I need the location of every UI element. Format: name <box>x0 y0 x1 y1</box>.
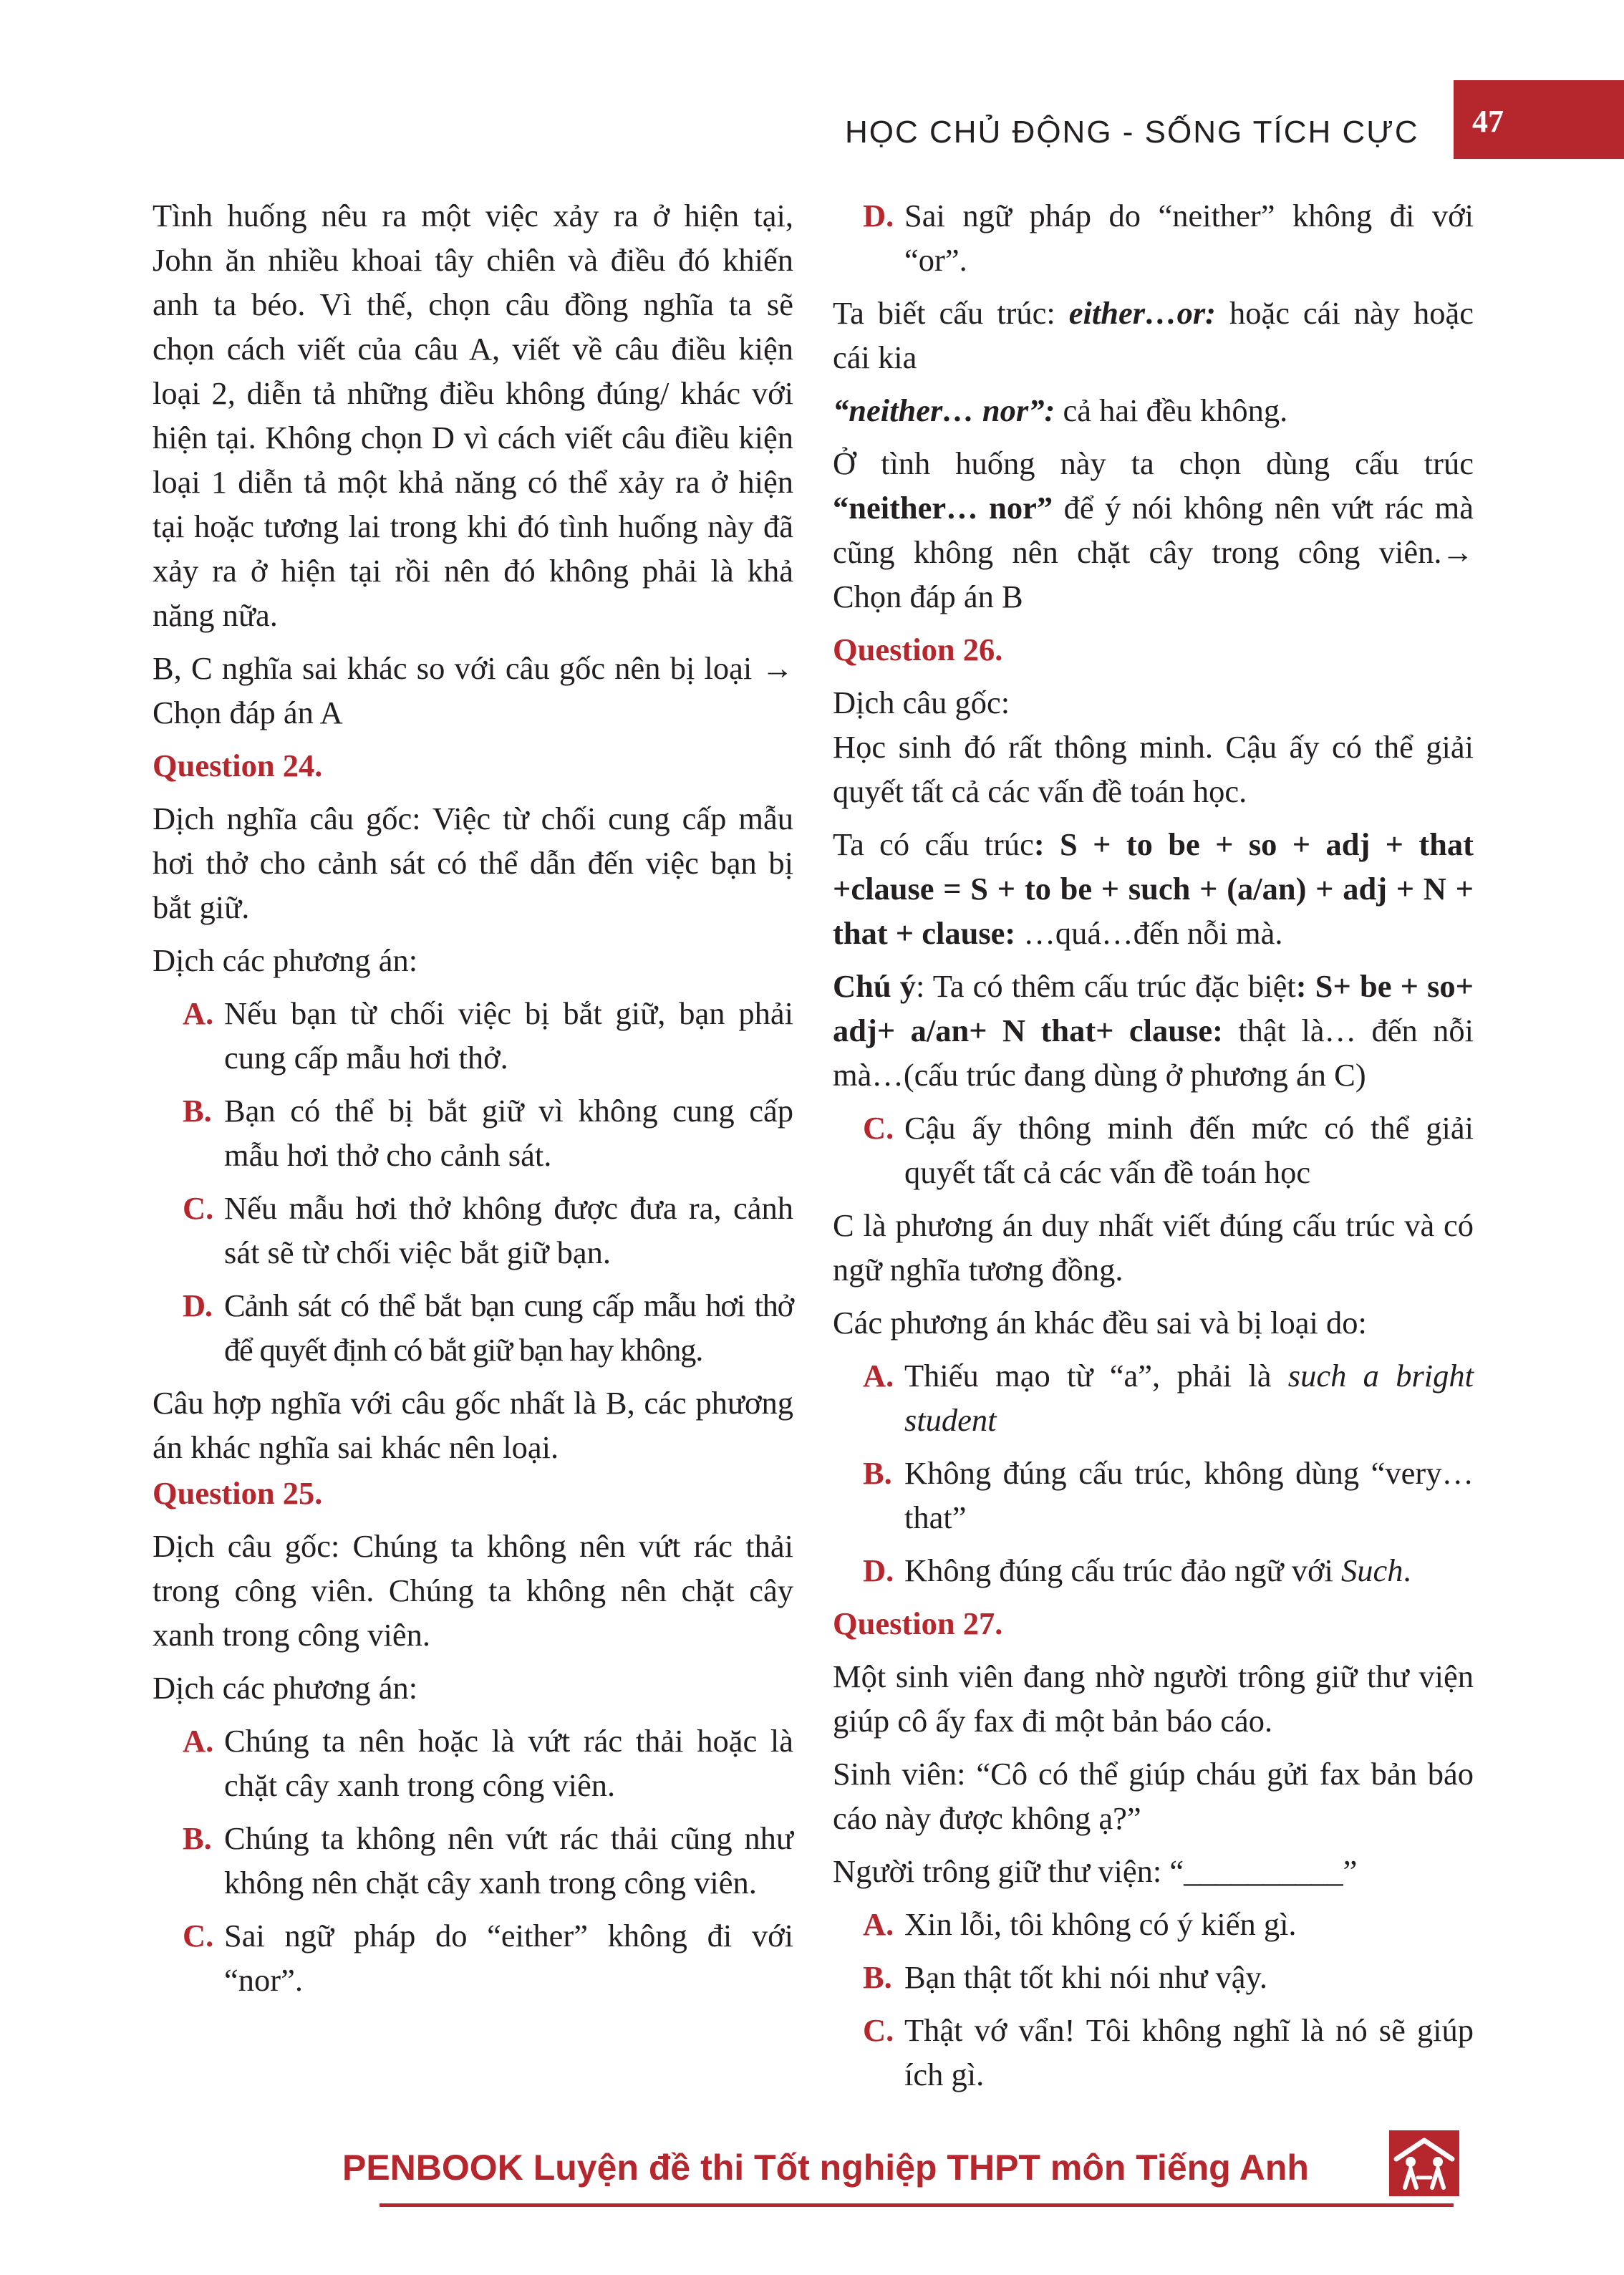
neither-nor-explanation <box>833 388 1474 433</box>
option-italic: Such <box>1340 1552 1403 1588</box>
option-text: Sai ngữ pháp do “either” không đi với “nor”. <box>224 1918 793 1998</box>
q25-option-c <box>153 1913 793 2002</box>
q23-conclusion: B, C nghĩa sai khác so với câu gốc nên bị loại → Chọn đáp án A <box>153 650 793 730</box>
option-letter: A. <box>183 1723 214 1759</box>
option-letter: B. <box>863 1455 892 1491</box>
neither-def: cả hai đều không. <box>1055 392 1288 428</box>
q27-option-c <box>833 2008 1474 2097</box>
q27-librarian-line: Người trông giữ thư viện: “__________” <box>833 1853 1358 1889</box>
option-text: Cậu ấy thông minh đến mức có thể giải quyết tất cả các vấn đề toán học <box>904 1110 1474 1190</box>
q27-student-line: Sinh viên: “Cô có thể giúp cháu gửi fax bản báo cáo này được không ạ?” <box>833 1756 1474 1836</box>
choice-post: để ý nói không nên vứt rác mà cũng không nên chặt cây trong công viên.→ Chọn đáp án B <box>833 490 1474 614</box>
note-post: thật là… đến nỗi mà…(cấu trúc đang dùng ở phương án C) <box>833 1013 1474 1093</box>
q26-other-d <box>833 1548 1474 1593</box>
option-letter: B. <box>183 1093 212 1129</box>
option-text: Chúng ta nên hoặc là vứt rác thải hoặc là chặt cây xanh trong công viên. <box>224 1723 793 1803</box>
q26-original: Học sinh đó rất thông minh. Cậu ấy có thể giải quyết tất cả các vấn đề toán học. <box>833 729 1474 809</box>
q25-option-d <box>833 193 1474 282</box>
option-text: Bạn thật tốt khi nói như vậy. <box>904 1959 1267 1995</box>
either-pre: Ta biết cấu trúc: <box>833 295 1069 331</box>
q25-option-b <box>153 1816 793 1905</box>
option-letter: D. <box>183 1288 212 1323</box>
footer-title: PENBOOK Luyện đề thi Tốt nghiệp THPT môn Tiếng Anh <box>342 2148 1309 2188</box>
option-letter: B. <box>863 1959 892 1995</box>
option-letter: C. <box>183 1190 214 1226</box>
q24-option-b <box>153 1088 793 1177</box>
choice-term: “neither… nor” <box>833 490 1053 526</box>
penbook-logo-icon <box>1389 2130 1459 2196</box>
option-letter: C. <box>863 1110 894 1146</box>
option-italic: such a bright student <box>904 1358 1474 1438</box>
left-column <box>153 193 793 2011</box>
choice-pre: Ở tình huống này ta chọn dùng cấu trúc <box>833 445 1474 481</box>
q27-option-a <box>833 1902 1474 1946</box>
option-letter: A. <box>863 1358 894 1394</box>
question-27-heading: Question 27. <box>833 1605 1003 1641</box>
option-letter: D. <box>863 198 894 233</box>
either-term: either…or: <box>1068 295 1216 331</box>
structure-pre: Ta có cấu trúc <box>833 826 1034 862</box>
question-24-heading: Question 24. <box>153 748 323 783</box>
right-column <box>833 193 1474 2105</box>
option-letter: C. <box>863 2012 894 2048</box>
running-header: HỌC CHỦ ĐỘNG - SỐNG TÍCH CỰC <box>845 115 1419 150</box>
q24-conclusion: Câu hợp nghĩa với câu gốc nhất là B, các phương án khác nghĩa sai khác nên loại. <box>153 1385 793 1465</box>
option-letter: C. <box>183 1918 214 1953</box>
either-def: hoặc cái này hoặc cái kia <box>833 295 1474 375</box>
question-26-heading: Question 26. <box>833 632 1003 667</box>
q27-situation: Một sinh viên đang nhờ người trông giữ thư viện giúp cô ấy fax đi một bản báo cáo. <box>833 1658 1474 1739</box>
q26-note <box>833 964 1474 1097</box>
note-formula: : S+ be + so+ adj+ a/an+ N that+ clause: <box>833 968 1474 1048</box>
option-text: Nếu bạn từ chối việc bị bắt giữ, bạn phải cung cấp mẫu hơi thở. <box>224 995 793 1076</box>
option-text: Thật vớ vẩn! Tôi không nghĩ là nó sẽ giúp ích gì. <box>904 2012 1474 2092</box>
option-text: Cảnh sát có thể bắt bạn cung cấp mẫu hơi thở để quyết định có bắt giữ bạn hay không. <box>224 1288 793 1368</box>
q26-other-a <box>833 1353 1474 1442</box>
note-pre: : Ta có thêm cấu trúc đặc biệt <box>916 968 1296 1004</box>
q26-option-c <box>833 1106 1474 1194</box>
option-text: Không đúng cấu trúc đảo ngữ với <box>904 1552 1341 1588</box>
option-text: Chúng ta không nên vứt rác thải cũng như không nên chặt cây xanh trong công viên. <box>224 1820 793 1900</box>
option-text: Bạn có thể bị bắt giữ vì không cung cấp mẫu hơi thở cho cảnh sát. <box>224 1093 793 1173</box>
q24-option-d <box>153 1283 793 1372</box>
q27-option-b <box>833 1955 1474 1999</box>
q24-option-c <box>153 1186 793 1275</box>
footer-rule <box>380 2203 1454 2207</box>
page-number-box <box>1454 80 1624 159</box>
option-letter: B. <box>183 1820 212 1856</box>
option-end: . <box>1403 1552 1411 1588</box>
question-25-heading: Question 25. <box>153 1475 323 1511</box>
q24-options-intro: Dịch các phương án: <box>153 942 418 978</box>
option-text: Xin lỗi, tôi không có ý kiến gì. <box>904 1906 1297 1942</box>
option-text: Thiếu mạo từ “a”, phải là <box>904 1358 1288 1394</box>
neither-term: “neither… nor”: <box>833 392 1055 428</box>
structure-formula: : S + to be + so + adj + that +clause = S + to be + such + (a/an) + adj + N + that + clause: <box>833 826 1474 951</box>
q25-option-a <box>153 1719 793 1807</box>
structure-meaning: …quá…đến nỗi mà. <box>1015 915 1283 951</box>
q26-structure <box>833 822 1474 955</box>
option-text: Không đúng cấu trúc, không dùng “very… that” <box>904 1455 1474 1535</box>
page-number: 47 <box>1472 104 1504 139</box>
q26-original-label: Dịch câu gốc: <box>833 685 1010 720</box>
q26-conclusion: C là phương án duy nhất viết đúng cấu trúc và có ngữ nghĩa tương đồng. <box>833 1207 1474 1288</box>
option-letter: D. <box>863 1552 894 1588</box>
option-letter: A. <box>863 1906 894 1942</box>
q25-conclusion <box>833 441 1474 619</box>
either-or-explanation <box>833 291 1474 380</box>
option-text: Nếu mẫu hơi thở không được đưa ra, cảnh sát sẽ từ chối việc bắt giữ bạn. <box>224 1190 793 1270</box>
q25-options-intro: Dịch các phương án: <box>153 1670 418 1706</box>
q24-original: Dịch nghĩa câu gốc: Việc từ chối cung cấp mẫu hơi thở cho cảnh sát có thể dẫn đến việc bạn bị bắt giữ. <box>153 801 793 925</box>
q25-original: Dịch câu gốc: Chúng ta không nên vứt rác thải trong công viên. Chúng ta không nên chặt cây xanh trong công viên. <box>153 1528 793 1653</box>
q26-others-intro: Các phương án khác đều sai và bị loại do: <box>833 1305 1367 1341</box>
q23-explanation: Tình huống nêu ra một việc xảy ra ở hiện tại, John ăn nhiều khoai tây chiên và điều đó khiến anh ta béo. Vì thế, chọn câu đồng nghĩa ta sẽ chọn cách viết của câu A, viết về câu điều kiện loại 2, diễn tả những điều không đúng/ khác với hiện tại. Không chọn D vì cách viết câu điều kiện loại 1 diễn tả một khả năng có thể xảy ra ở hiện tại hoặc tương lai trong khi đó tình huống này đã xảy ra ở hiện tại rồi nên đó không phải là khả năng nữa. <box>153 198 793 633</box>
note-label: Chú ý <box>833 968 917 1004</box>
option-text: Sai ngữ pháp do “neither” không đi với “or”. <box>904 198 1474 278</box>
option-letter: A. <box>183 995 214 1031</box>
q24-option-a <box>153 991 793 1080</box>
q26-other-b <box>833 1451 1474 1540</box>
